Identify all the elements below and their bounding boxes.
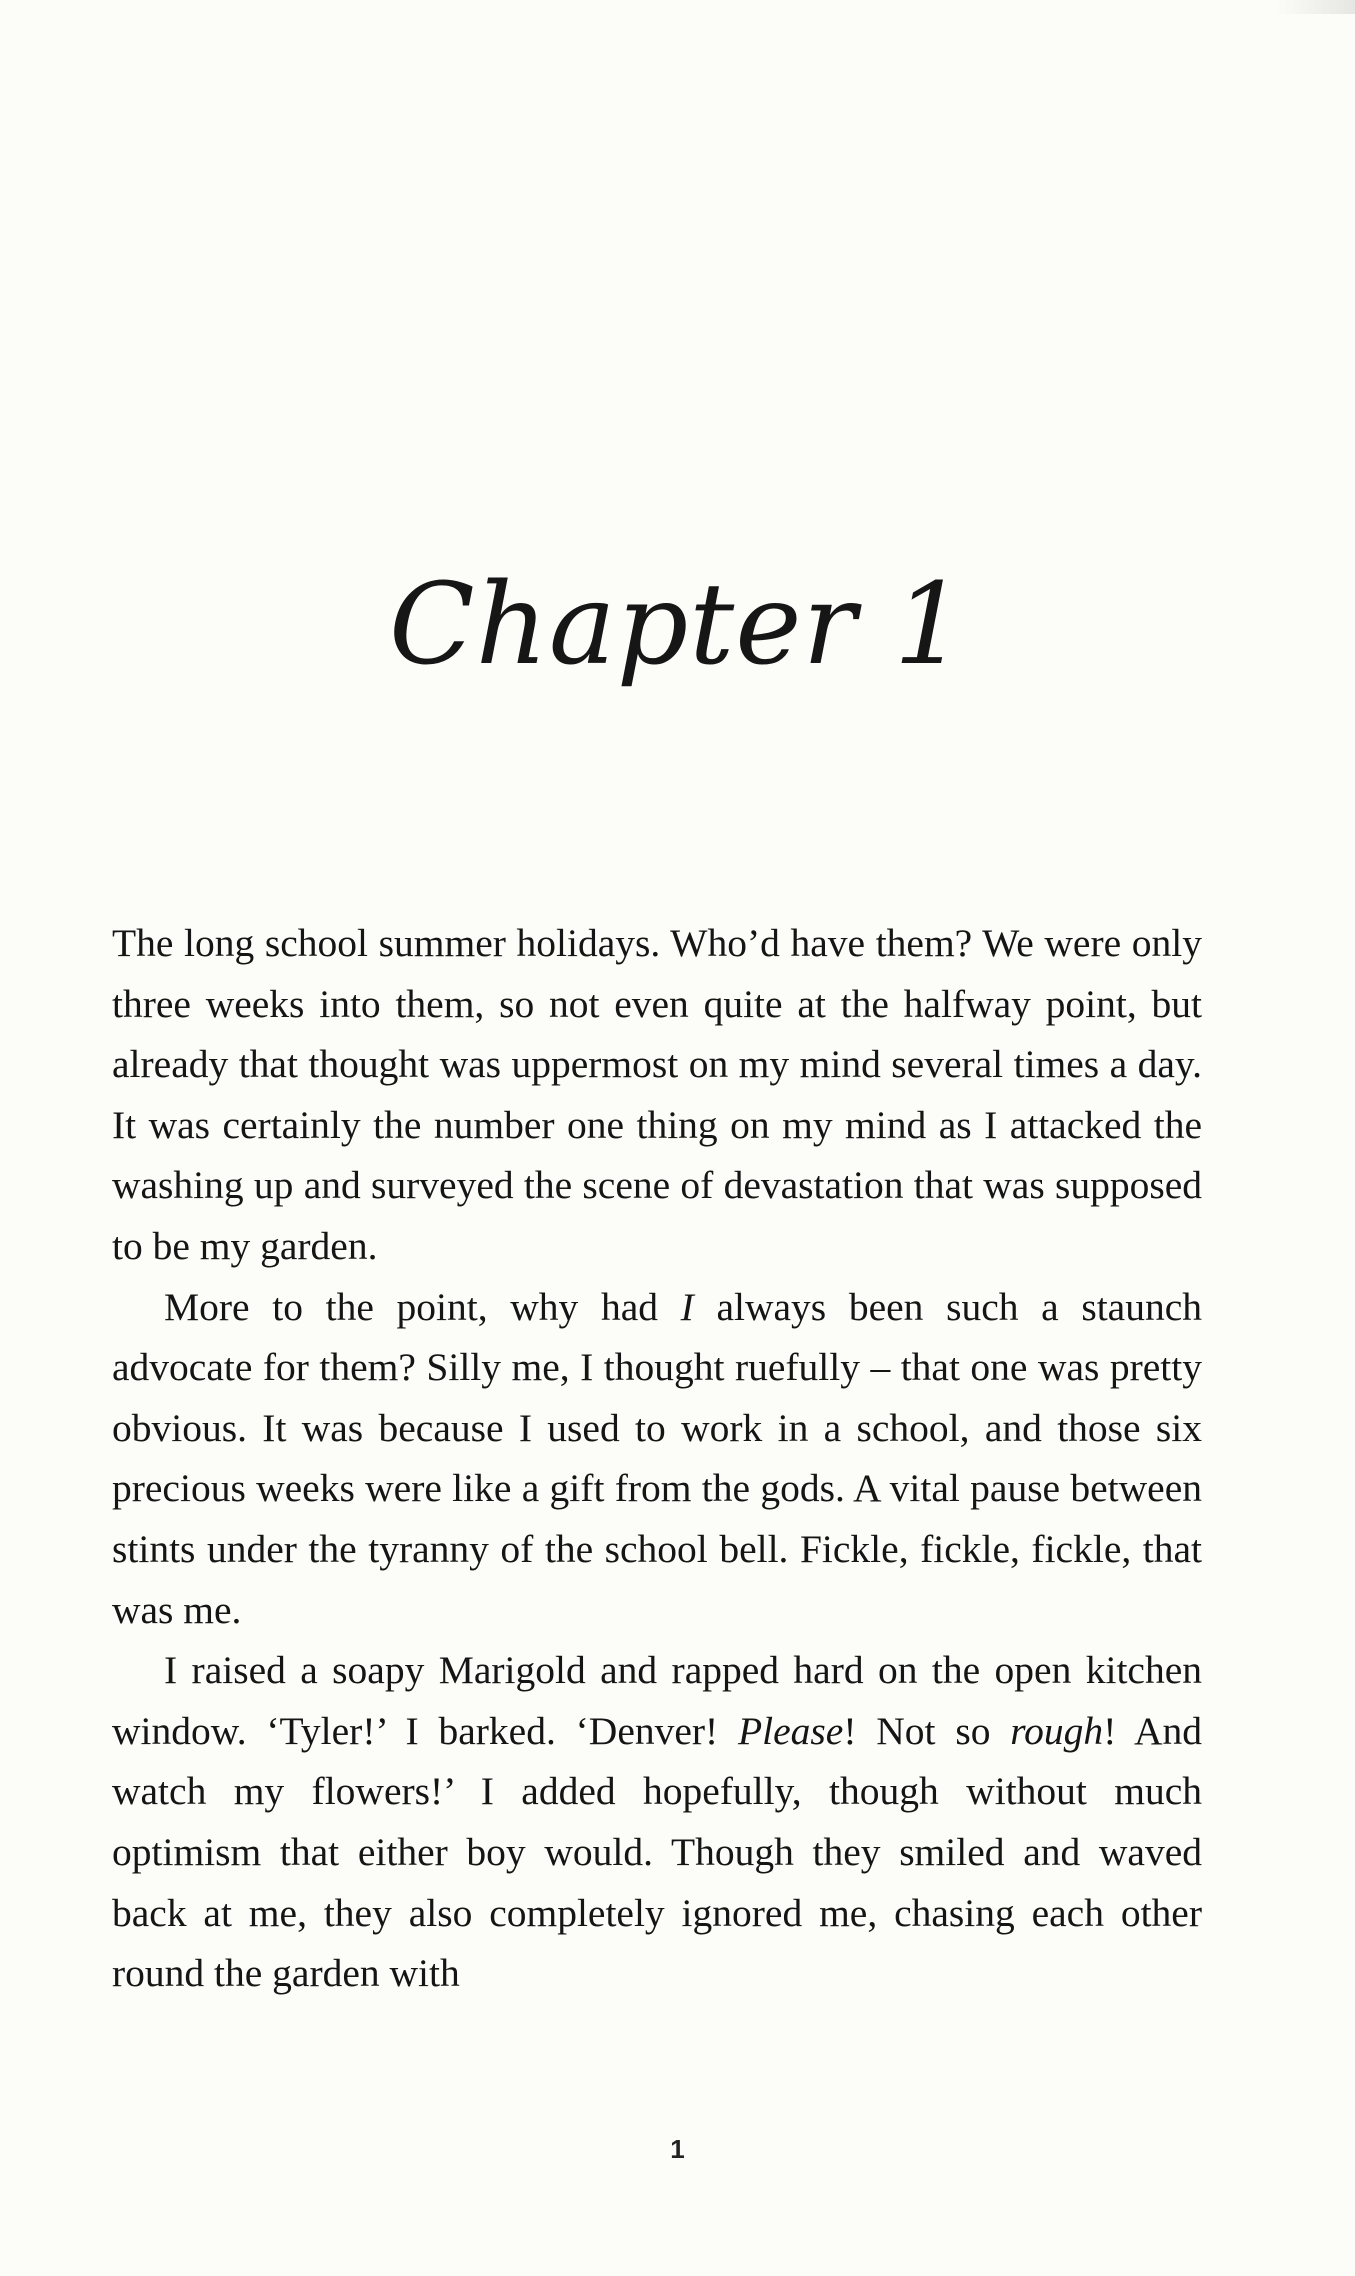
page-number: 1 [670, 2134, 685, 2164]
chapter-body [112, 913, 1202, 2004]
text-run: The long school summer holidays. Who’d have them? We were only three weeks into them, so not even quite at the halfway point, but already that thought was uppermost on my mind several times a day. It was certainly the number one thing on my mind as I attacked the washing up and surveyed the scene of devastation that was supposed to be my garden. [112, 921, 1202, 1268]
text-run: I raised a soapy Marigold and rapped hard on the open kitchen window. ‘Tyler!’ I barked. ‘Denver! [112, 1648, 1202, 1753]
text-run: ! Not so [843, 1708, 1011, 1753]
chapter-title: Chapter 1 [389, 560, 966, 690]
paragraph [112, 1277, 1202, 1641]
paragraph [112, 913, 1202, 1277]
text-run: ! And watch my flowers!’ I added hopefully, though without much optimism that either boy would. Though they smiled and waved back at me, they also completely ignored me, chasing each other round the garden with [112, 1708, 1202, 1996]
paragraph [112, 1640, 1202, 2004]
italic-text: I [680, 1284, 694, 1329]
italic-text: Please [738, 1708, 844, 1753]
italic-text: rough [1010, 1708, 1104, 1753]
show-through-header [0, 140, 1355, 174]
text-run: More to the point, why had [164, 1284, 681, 1329]
scan-edge-mark [1275, 0, 1355, 14]
text-run: always been such a staunch advocate for them? Silly me, I thought ruefully – that one was pretty obvious. It was because I used to work in a school, and those six precious weeks were like a gift from the gods. A vital pause between stints under the tyranny of the school bell. Fickle, fickle, fickle, that was me. [112, 1284, 1202, 1632]
